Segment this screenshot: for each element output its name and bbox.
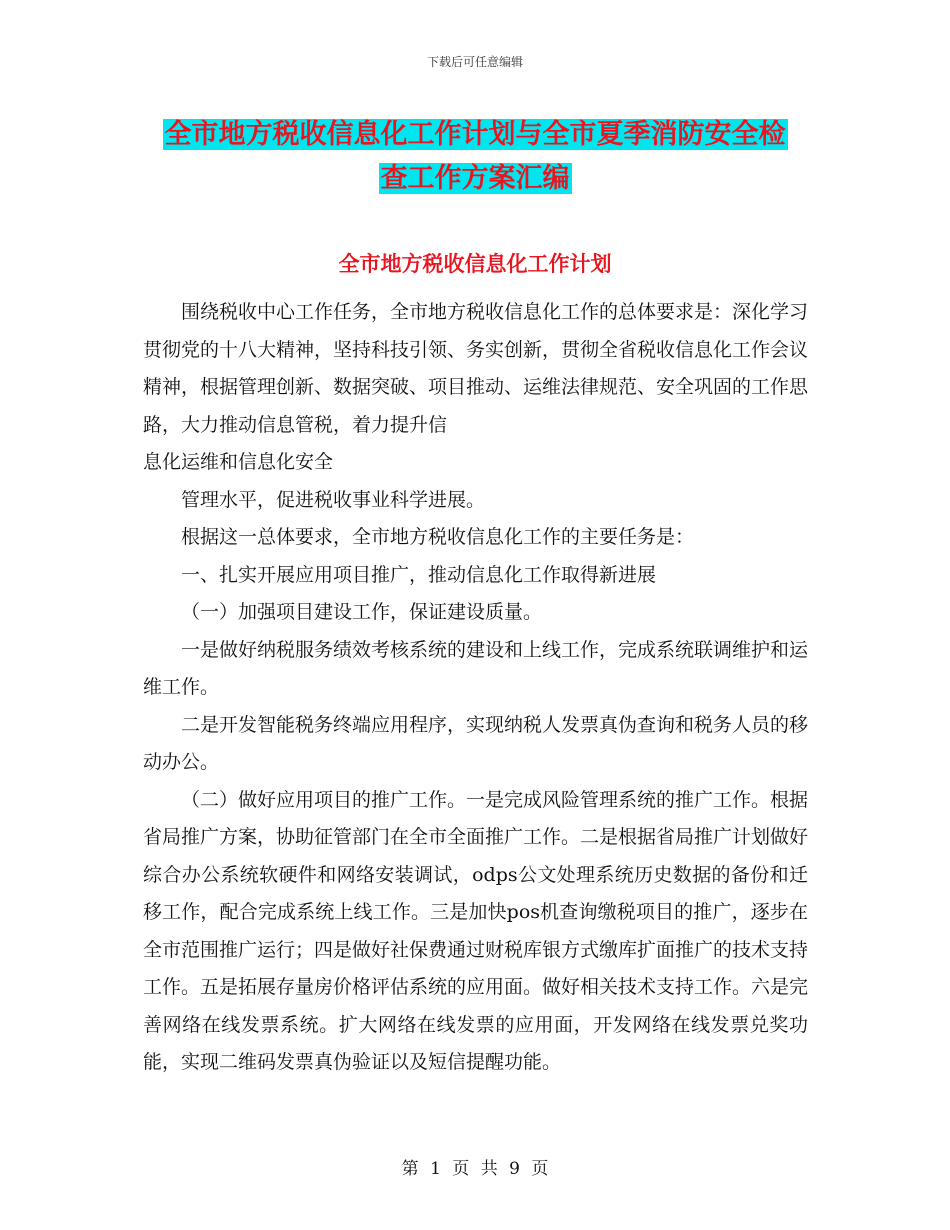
header-note: 下载后可任意编辑 — [426, 55, 523, 69]
document-body — [143, 294, 808, 1082]
section-title: 全市地方税收信息化工作计划 — [338, 252, 612, 276]
paragraph: （一）加强项目建设工作，保证建设质量。 — [181, 601, 543, 623]
paragraph: 管理水平，促进税收事业科学进展。 — [181, 488, 486, 511]
paragraph: 围绕税收中心工作任务，全市地方税收信息化工作的总体要求是：深化学习贯彻党的十八大精神，坚持科技引领、务实创新，贯彻全省税收信息化工作会议精神，根据管理创新、数据突破、项目推动、运维法律规范、安全巩固的工作思路，大力推动信息管税，着力提升信 — [143, 301, 809, 436]
main-title-line-2 — [0, 156, 950, 195]
main-title-line-1 — [0, 112, 950, 151]
paragraph: 根据这一总体要求，全市地方税收信息化工作的主要任务是： — [181, 526, 695, 548]
paragraph: 息化运维和信息化安全 — [143, 451, 334, 473]
main-title-line-2-text: 查工作方案汇编 — [380, 163, 570, 194]
page-footer: 第 1 页 共 9 页 — [401, 1159, 549, 1179]
paragraph: （二）做好应用项目的推广工作。一是完成风险管理系统的推广工作。根据省局推广方案，协助征管部门在全市全面推广工作。二是根据省局推广计划做好综合办公系统软硬件和网络安装调试，odps公文处理系统历史数据的备份和迁移工作，配合完成系统上线工作。三是加快pos机查询缴税项目的推广，逐步在全市范围推广运行；四是做好社保费通过财税库银方式缴库扩面推广的技术支持工作。五是拓展存量房价格评估系统的应用面。做好相关技术支持工作。六是完善网络在线发票系统。扩大网络在线发票的应用面，开发网络在线发票兑奖功能，实现二维码发票真伪验证以及短信提醒功能。 — [143, 788, 809, 1073]
main-title-line-1-text: 全市地方税收信息化工作计划与全市夏季消防安全检 — [164, 119, 786, 150]
paragraph: 二是开发智能税务终端应用程序，实现纳税人发票真伪查询和税务人员的移动办公。 — [143, 713, 809, 773]
paragraph: 一、扎实开展应用项目推广，推动信息化工作取得新进展 — [181, 563, 657, 586]
paragraph: 一是做好纳税服务绩效考核系统的建设和上线工作，完成系统联调维护和运维工作。 — [143, 638, 809, 698]
